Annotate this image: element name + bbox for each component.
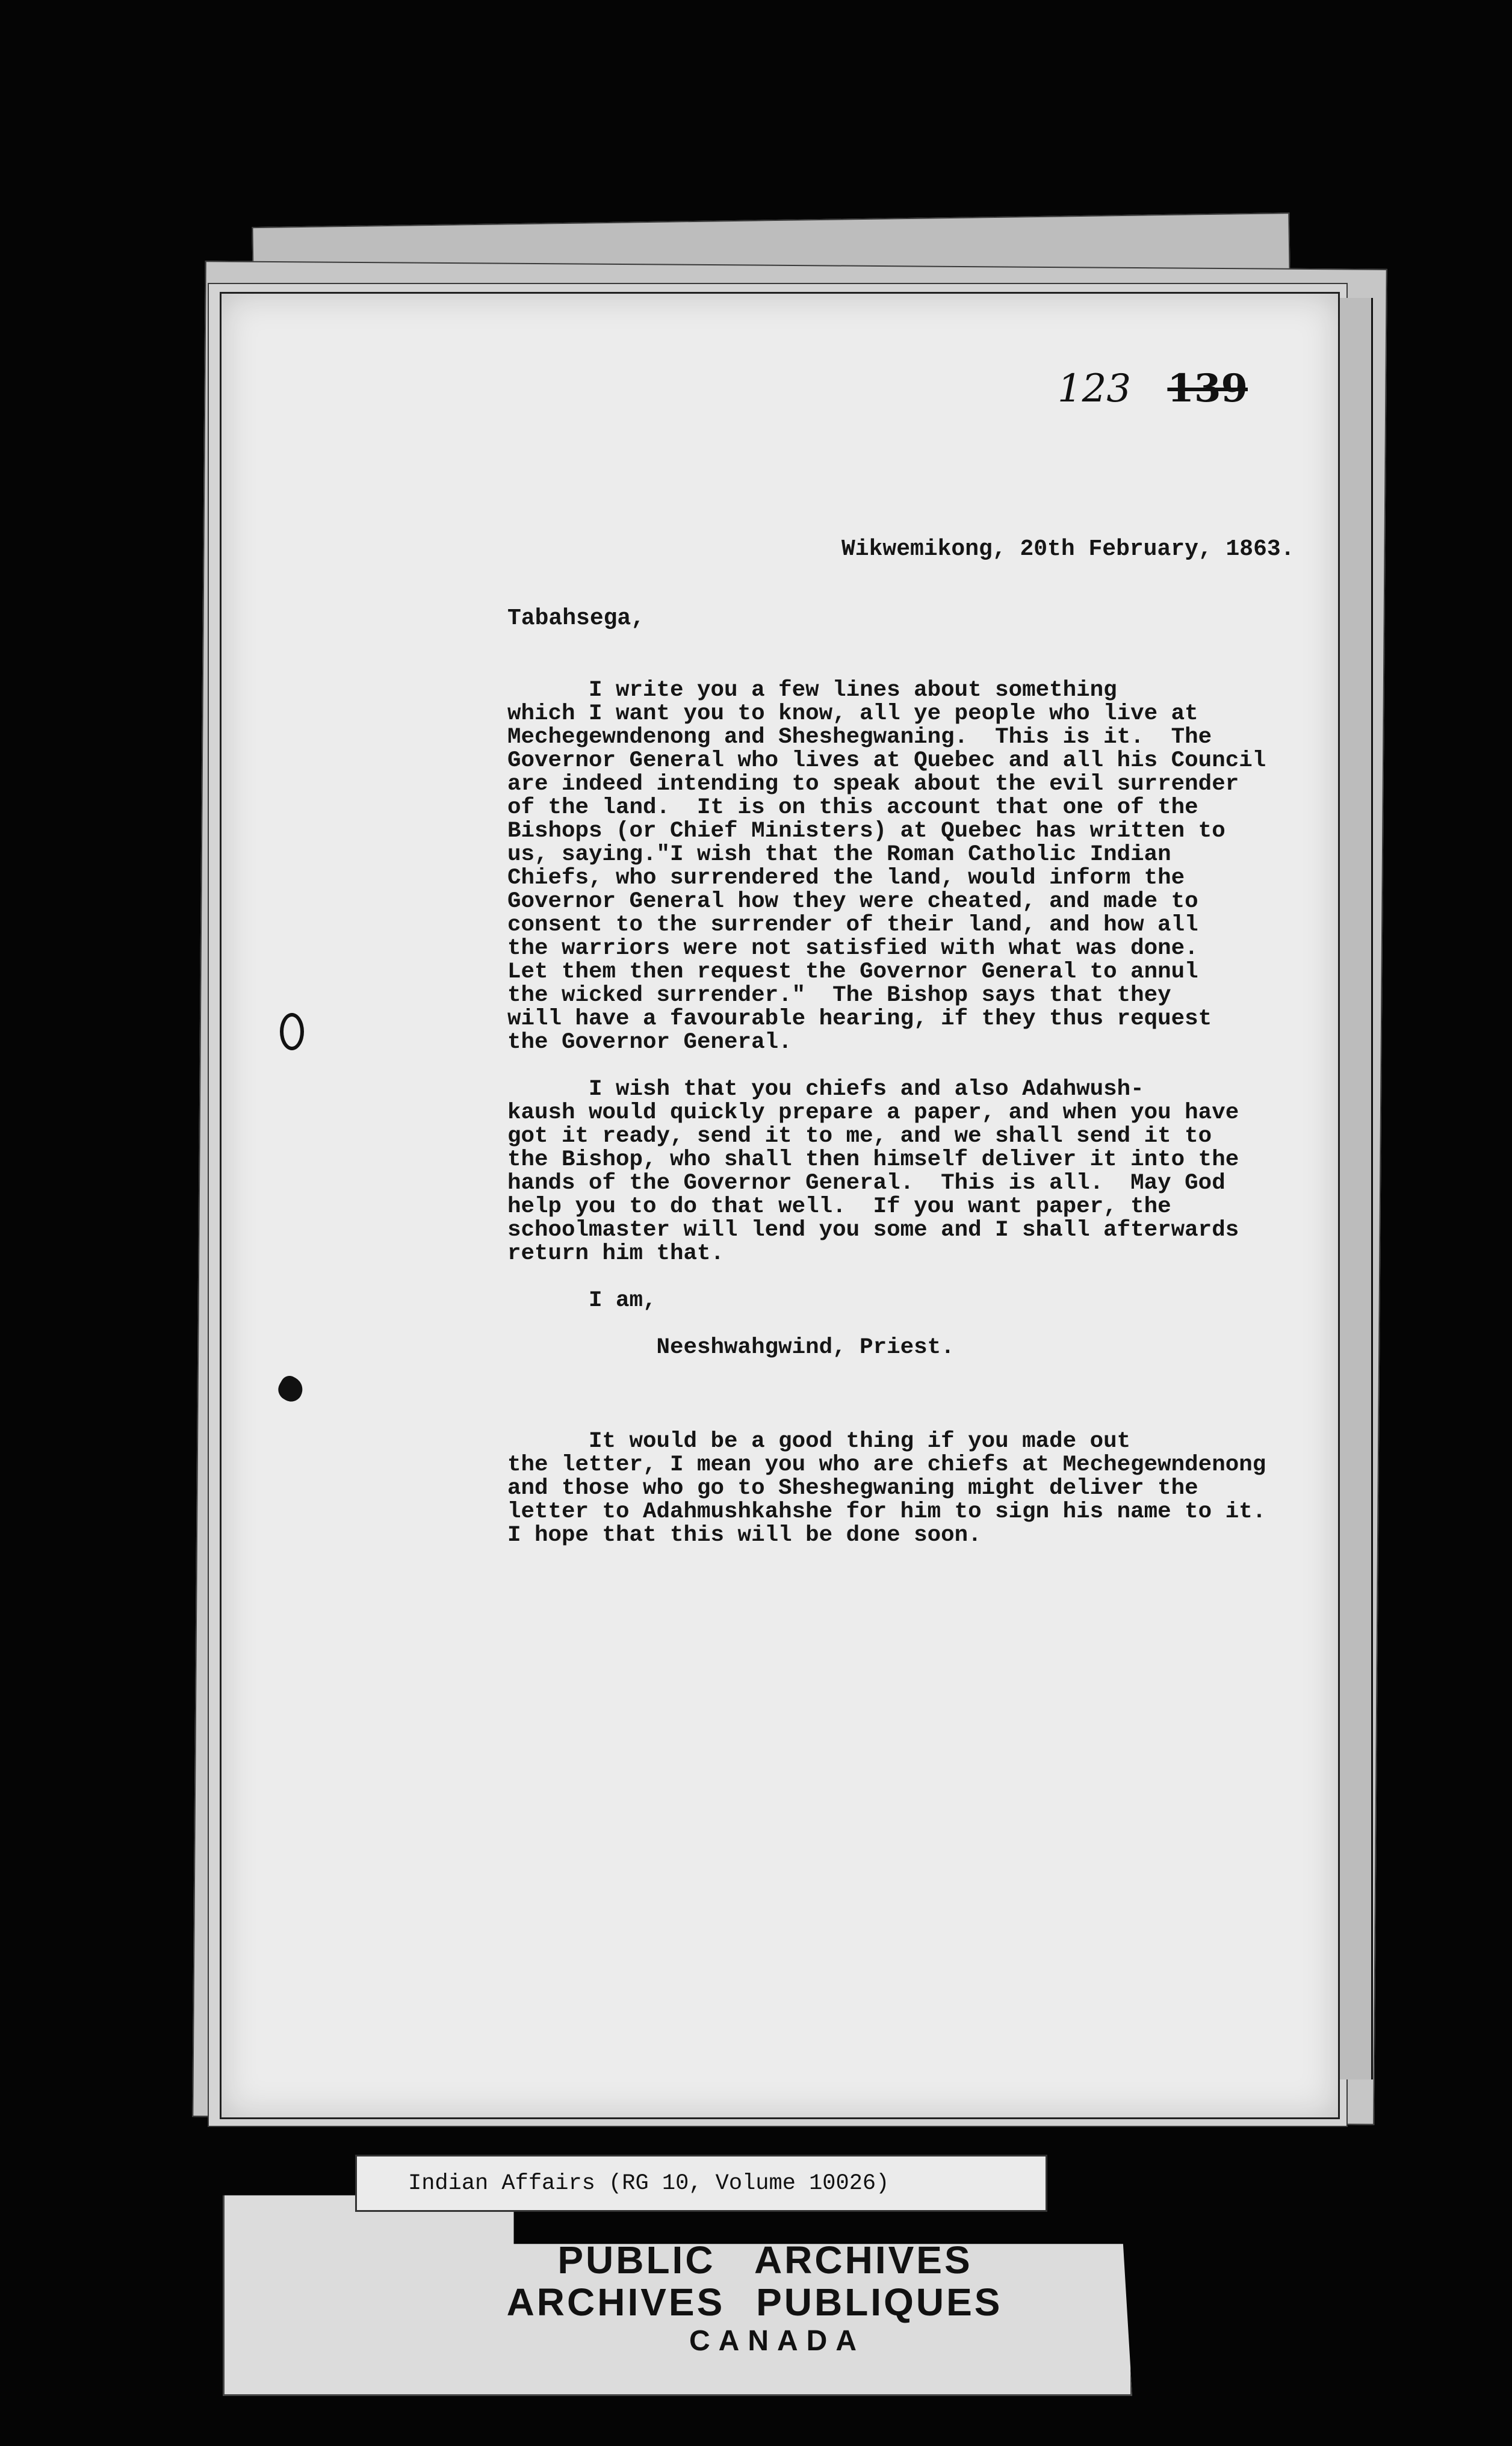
archive-line-country: CANADA	[689, 2325, 865, 2357]
letter-line: the Governor General.	[507, 1030, 792, 1055]
letter-page	[220, 292, 1340, 2119]
letter-line: Governor General who lives at Quebec and all his Council	[507, 748, 1266, 773]
letter-line	[507, 1313, 1317, 1336]
letter-line	[507, 1383, 1317, 1407]
letter-line: which I want you to know, all ye people who live at	[507, 701, 1198, 726]
letter-line: Chiefs, who surrendered the land, would inform the	[507, 865, 1185, 891]
letter-line: Neeshwahgwind, Priest.	[507, 1335, 955, 1360]
letter-line: Mechegewndenong and Sheshegwaning. This is it. The	[507, 725, 1212, 750]
letter-body	[507, 679, 1317, 1547]
volume-label: Indian Affairs (RG 10, Volume 10026)	[355, 2155, 1047, 2212]
letter-line: us, saying."I wish that the Roman Catholic Indian	[507, 842, 1171, 867]
letter-line: got it ready, send it to me, and we shall send it to	[507, 1124, 1212, 1149]
letter-line: and those who go to Sheshegwaning might deliver the	[507, 1476, 1198, 1501]
dateline: Wikwemikong, 20th February, 1863.	[841, 536, 1295, 562]
page-number	[1058, 366, 1248, 411]
letter-line	[507, 1360, 1317, 1383]
letter-line: I wish that you chiefs and also Adahwush-	[507, 1077, 1144, 1102]
letter-line: consent to the surrender of their land, and how all	[507, 912, 1198, 938]
letter-line: schoolmaster will lend you some and I shall afterwards	[507, 1218, 1239, 1243]
letter-line: are indeed intending to speak about the evil surrender	[507, 772, 1239, 797]
letter-line	[507, 1266, 1317, 1289]
letter-line: hands of the Governor General. This is all. May God	[507, 1171, 1225, 1196]
struck-folio-number: 139	[1167, 366, 1248, 411]
letter-line: the letter, I mean you who are chiefs at Mechegewndenong	[507, 1452, 1266, 1478]
punch-hole	[280, 1013, 304, 1050]
archive-line-english: PUBLIC ARCHIVES	[557, 2238, 973, 2282]
letter-line: of the land. It is on this account that one of the	[507, 795, 1198, 820]
letter-line: Governor General how they were cheated, and made to	[507, 889, 1198, 914]
letter-line: help you to do that well. If you want paper, the	[507, 1194, 1171, 1219]
letter-line: kaush would quickly prepare a paper, and when you have	[507, 1100, 1239, 1125]
folio-number: 123	[1057, 367, 1132, 411]
letter-line	[507, 1407, 1317, 1430]
letter-line: Bishops (or Chief Ministers) at Quebec has written to	[507, 819, 1225, 844]
archive-stamp	[0, 2239, 1512, 2359]
letter-line: I write you a few lines about something	[507, 678, 1117, 703]
letter-line: the warriors were not satisfied with what was done.	[507, 936, 1198, 961]
letter-line: the Bishop, who shall then himself deliver it into the	[507, 1147, 1239, 1172]
letter-line: I am,	[507, 1288, 657, 1313]
letter-line: Let them then request the Governor General to annul	[507, 959, 1198, 985]
letter-line: will have a favourable hearing, if they thus request	[507, 1006, 1212, 1032]
letter-line: I hope that this will be done soon.	[507, 1523, 982, 1548]
letter-line: return him that.	[507, 1241, 725, 1266]
letter-line: It would be a good thing if you made out	[507, 1429, 1131, 1454]
letter-line: the wicked surrender." The Bishop says that they	[507, 983, 1171, 1008]
archive-line-french: ARCHIVES PUBLIQUES	[506, 2280, 1003, 2324]
salutation: Tabahsega,	[507, 605, 645, 631]
letter-line	[507, 1054, 1317, 1078]
ink-blot	[274, 1373, 308, 1406]
letter-line: letter to Adahmushkahshe for him to sign his name to it.	[507, 1499, 1266, 1525]
